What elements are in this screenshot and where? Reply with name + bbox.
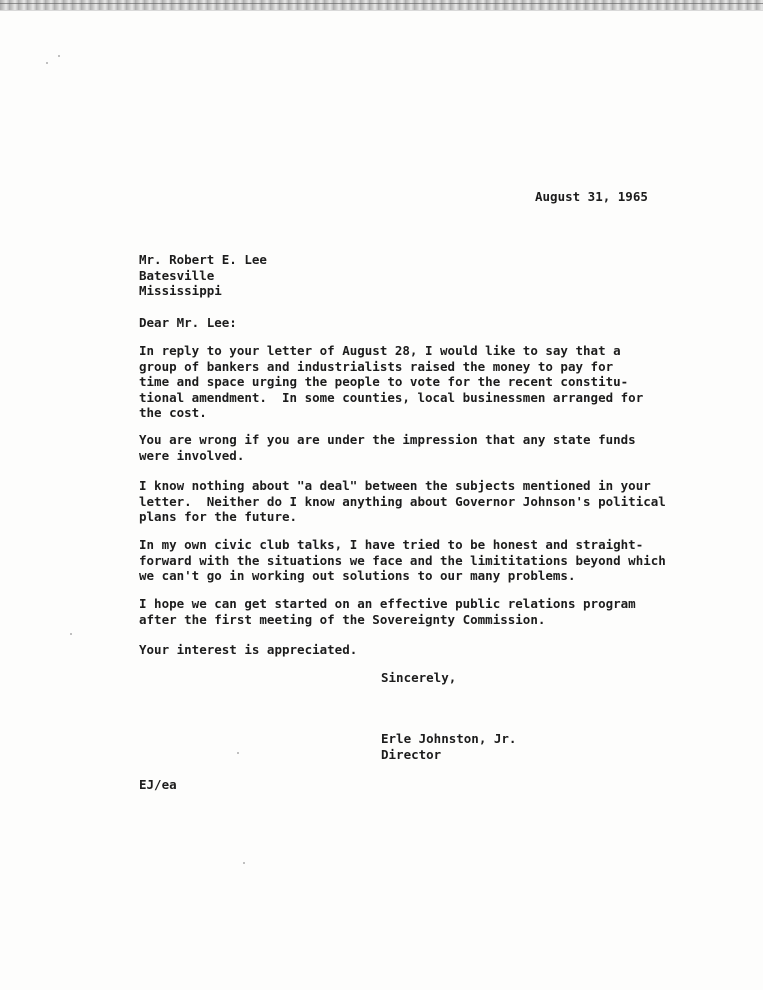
reference-initials: EJ/ea — [139, 777, 177, 792]
paragraph — [139, 478, 666, 525]
scan-speck — [70, 633, 72, 635]
paragraph-line: group of bankers and industrialists raised the money to pay for — [139, 358, 614, 374]
paragraph-line: letter. Neither do I know anything about Governor Johnson's political — [139, 493, 666, 509]
paragraph — [139, 537, 666, 584]
scanned-edge-line — [0, 3, 763, 4]
scan-speck — [46, 62, 48, 64]
paragraph-line: tional amendment. In some counties, local businessmen arranged for — [139, 389, 644, 405]
recipient-address — [139, 252, 267, 299]
paragraph-line: I know nothing about "a deal" between the subjects mentioned in your — [139, 478, 651, 493]
recipient-name: Mr. Robert E. Lee — [139, 252, 267, 267]
paragraph-line: forward with the situations we face and the limititations beyond which — [139, 552, 666, 568]
paragraph-line: time and space urging the people to vote for the recent constitu- — [139, 374, 629, 389]
letter-date: August 31, 1965 — [535, 189, 648, 204]
paragraph-line: plans for the future. — [139, 509, 298, 524]
signature-block — [381, 731, 516, 762]
paragraph-line: the cost. — [139, 405, 207, 420]
paragraph-line: You are wrong if you are under the impression that any state funds — [139, 432, 636, 447]
scan-speck — [58, 55, 60, 57]
signer-name: Erle Johnston, Jr. — [381, 731, 517, 746]
paragraph-line: after the first meeting of the Sovereignty Commission. — [139, 611, 546, 627]
recipient-city: Batesville — [139, 267, 215, 283]
paragraph-line: I hope we can get started on an effective public relations program — [139, 596, 636, 611]
paragraph-line: we can't go in working out solutions to our many problems. — [139, 568, 576, 583]
paragraph — [139, 642, 357, 658]
paragraph — [139, 343, 643, 421]
signer-title: Director — [381, 746, 442, 762]
scanned-top-edge — [0, 0, 763, 11]
paragraph — [139, 596, 636, 627]
scan-speck — [243, 862, 245, 864]
recipient-state: Mississippi — [139, 283, 222, 298]
salutation: Dear Mr. Lee: — [139, 315, 237, 330]
closing: Sincerely, — [381, 670, 457, 685]
paragraph-line: In reply to your letter of August 28, I would like to say that a — [139, 343, 621, 358]
paragraph — [139, 432, 636, 463]
paragraph-line: were involved. — [139, 447, 245, 463]
paragraph-line: In my own civic club talks, I have tried to be honest and straight- — [139, 537, 644, 552]
paragraph-line: Your interest is appreciated. — [139, 642, 358, 657]
scan-speck — [237, 752, 239, 754]
